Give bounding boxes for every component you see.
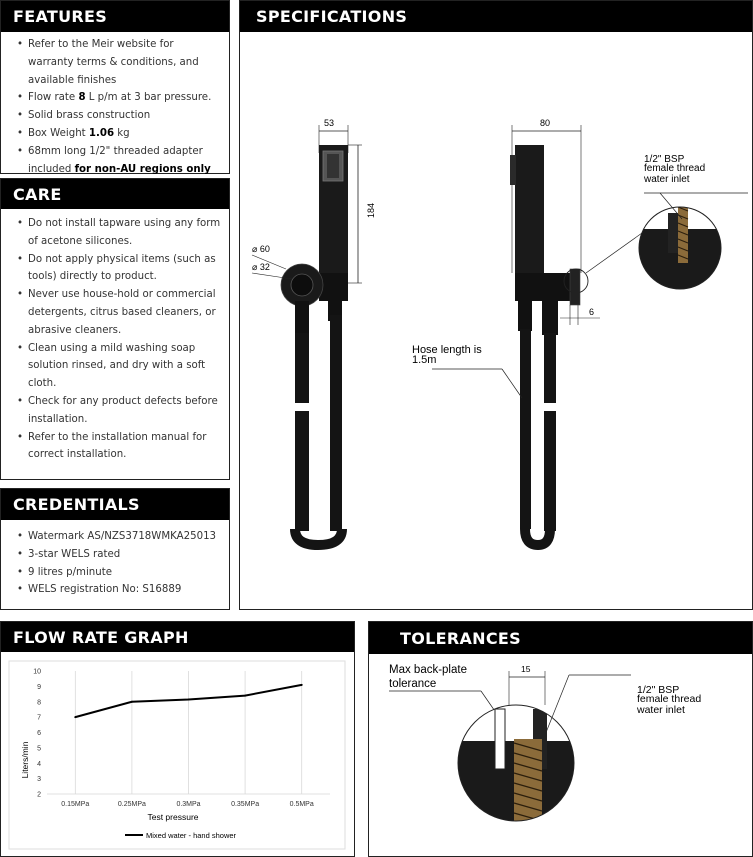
care-header: CARE <box>1 179 229 209</box>
chart-ytick-label: 7 <box>37 714 41 722</box>
care-panel <box>0 178 230 480</box>
care-item: • Clean using a mild washing soap solution rinsed, and dry with a soft cloth. <box>15 340 221 393</box>
features-panel <box>0 0 230 174</box>
credentials-item: • Watermark AS/NZS3718WMKA25013 <box>15 528 225 546</box>
features-item: • Refer to the Meir website for warranty terms & conditions, and available finishes <box>15 36 221 89</box>
chart-ylabel: Liters/min <box>20 741 30 779</box>
chart-ytick-label: 6 <box>37 730 41 737</box>
chart-data-point <box>301 684 303 686</box>
credentials-item: • 3-star WELS rated <box>15 546 225 564</box>
chart-xtick-label: 0.35MPa <box>231 801 260 808</box>
care-item: • Refer to the installation manual for correct installation. <box>15 429 221 465</box>
flow-chart <box>5 657 351 855</box>
chart-ytick-label: 2 <box>37 791 41 799</box>
care-item: • Do not apply physical items (such as tools) directly to product. <box>15 251 221 287</box>
chart-xlabel: Test pressure <box>147 812 199 822</box>
chart-xtick-label: 0.3MPa <box>176 801 201 808</box>
dim-32-label: ⌀ 32 <box>252 262 270 272</box>
legend-label: Mixed water - hand shower <box>146 831 237 840</box>
care-item: • Check for any product defects before installation. <box>15 393 221 429</box>
tolerances-panel <box>368 621 753 857</box>
tolerance-inlet-line1: 1/2" BSP <box>637 684 680 696</box>
tolerances-header: TOLERANCES <box>369 622 752 654</box>
hose-length-line2: 1.5m <box>412 354 437 366</box>
dim-6-label: 6 <box>589 307 595 317</box>
chart-data-point <box>74 716 76 718</box>
chart-ytick-label: 3 <box>37 776 41 784</box>
chart-data-point <box>244 695 246 697</box>
dim-15-label: 15 <box>521 664 531 674</box>
credentials-panel <box>0 488 230 610</box>
specifications-drawing <box>240 33 752 609</box>
chart-xtick-label: 0.25MPa <box>117 801 146 808</box>
tolerance-inlet-line2: female thread <box>637 693 702 705</box>
tolerance-label-line1: Max back-plate <box>389 664 467 676</box>
inlet-line3: water inlet <box>644 174 690 185</box>
side-view-drawing <box>412 118 748 545</box>
specifications-header: SPECIFICATIONS <box>240 1 752 32</box>
inlet-line2: female thread <box>644 163 706 174</box>
features-header: FEATURES <box>1 1 229 32</box>
inlet-line1: 1/2" BSP <box>644 154 685 165</box>
chart-xtick-label: 0.15MPa <box>61 801 90 808</box>
chart-ytick-label: 9 <box>37 683 41 691</box>
flow-graph-panel <box>0 621 355 857</box>
care-list <box>15 215 221 464</box>
chart-data-point <box>188 698 190 700</box>
features-item: • Flow rate 8 L p/m at 3 bar pressure. <box>15 89 221 107</box>
tolerances-drawing <box>369 655 752 855</box>
specifications-panel <box>239 0 753 610</box>
dim-60-label: ⌀ 60 <box>252 244 270 254</box>
dim-53-label: 53 <box>324 118 335 128</box>
chart-ytick-label: 8 <box>37 699 41 707</box>
features-item: • Solid brass construction <box>15 107 221 125</box>
tolerance-label-line2: tolerance <box>389 678 437 690</box>
features-item: • Box Weight 1.06 kg <box>15 125 221 143</box>
features-list <box>15 36 221 178</box>
flow-graph-header: FLOW RATE GRAPH <box>1 622 354 652</box>
chart-ytick-label: 10 <box>33 668 41 676</box>
chart-data-point <box>131 701 133 703</box>
front-view-drawing <box>252 118 376 545</box>
dim-184-label: 184 <box>366 202 376 218</box>
credentials-header: CREDENTIALS <box>1 489 229 520</box>
features-item: • 68mm long 1/2" threaded adapter included for non-AU regions only <box>15 143 221 179</box>
chart-ytick-label: 4 <box>37 760 41 768</box>
credentials-item: • 9 litres p/minute <box>15 564 225 582</box>
care-item: • Never use house-hold or commercial detergents, citrus based cleaners, or abrasive cleaners. <box>15 286 221 339</box>
credentials-item: • WELS registration No: S16889 <box>15 581 225 599</box>
chart-ytick-label: 5 <box>37 745 41 753</box>
chart-xtick-label: 0.5MPa <box>289 801 314 808</box>
dim-80-label: 80 <box>540 118 551 128</box>
care-item: • Do not install tapware using any form of acetone silicones. <box>15 215 221 251</box>
credentials-list <box>15 528 225 599</box>
hose-length-line1: Hose length is <box>412 344 482 356</box>
tolerance-inlet-line3: water inlet <box>637 704 685 716</box>
